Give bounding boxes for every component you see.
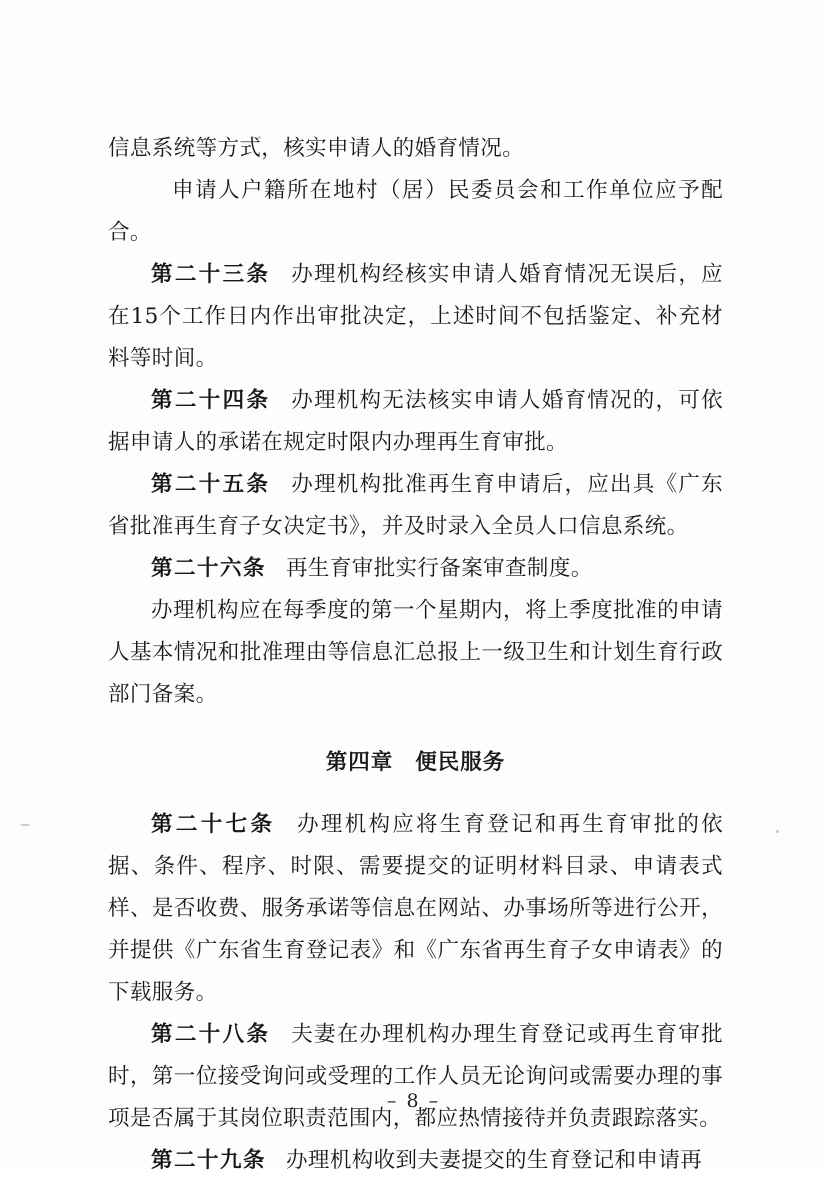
article-text: 再生育审批实行备案审查制度。	[286, 556, 593, 581]
page-number: – 8 –	[386, 1090, 441, 1112]
paragraph	[108, 380, 723, 464]
paragraph: 信息系统等方式，核实申请人的婚育情况。	[108, 136, 525, 161]
article-label: 第二十四条	[151, 388, 271, 413]
article-text: 办理机构应将生育登记和再生育审批的依据、条件、程序、时限、需要提交的证明材料目录、申请表式样、是否收费、服务承诺等信息在网站、办事场所等进行公开，并提供《广东省生育登记表》和《广东省再生育子女申请表》的下载服务。	[108, 812, 723, 1005]
paragraph	[108, 464, 723, 548]
article-label: 第二十九条	[151, 1148, 267, 1173]
article-text: 办理机构无法核实申请人婚育情况的，可依据申请人的承诺在规定时限内办理再生育审批。	[108, 388, 723, 455]
paragraph	[108, 548, 723, 590]
article-label: 第二十七条	[151, 812, 276, 837]
paragraph: 办理机构应在每季度的第一个星期内，将上季度批准的申请人基本情况和批准理由等信息汇总报上一级卫生和计划生育行政部门备案。	[108, 598, 723, 707]
chapter-heading	[108, 742, 723, 784]
article-label: 第二十八条	[151, 1022, 271, 1047]
paragraph	[108, 254, 723, 380]
article-label: 第二十六条	[151, 556, 267, 581]
article-text: 办理机构批准再生育申请后，应出具《广东省批准再生育子女决定书》，并及时录入全员人口信息系统。	[108, 472, 723, 539]
article-text: 办理机构经核实申请人婚育情况无误后，应在15个工作日内作出审批决定，上述时间不包括鉴定、补充材料等时间。	[108, 262, 723, 371]
paragraph: 申请人户籍所在地村（居）民委员会和工作单位应予配合。	[108, 178, 723, 245]
paragraph	[108, 1014, 723, 1140]
chapter-number: 第四章	[325, 750, 394, 775]
page-speck	[20, 824, 30, 826]
article-text: 夫妻在办理机构办理生育登记或再生育审批时，第一位接受询问或受理的工作人员无论询问或需要办理的事项是否属于其岗位职责范围内，都应热情接待并负责跟踪落实。	[108, 1022, 723, 1131]
document-body	[108, 128, 723, 1182]
page-speck	[776, 830, 779, 833]
chapter-title: 便民服务	[415, 750, 506, 775]
article-label: 第二十五条	[151, 472, 271, 497]
paragraph	[108, 1140, 723, 1182]
paragraph	[108, 804, 723, 1014]
article-label: 第二十三条	[151, 262, 271, 287]
article-text: 办理机构收到夫妻提交的生育登记和申请再	[286, 1148, 703, 1173]
